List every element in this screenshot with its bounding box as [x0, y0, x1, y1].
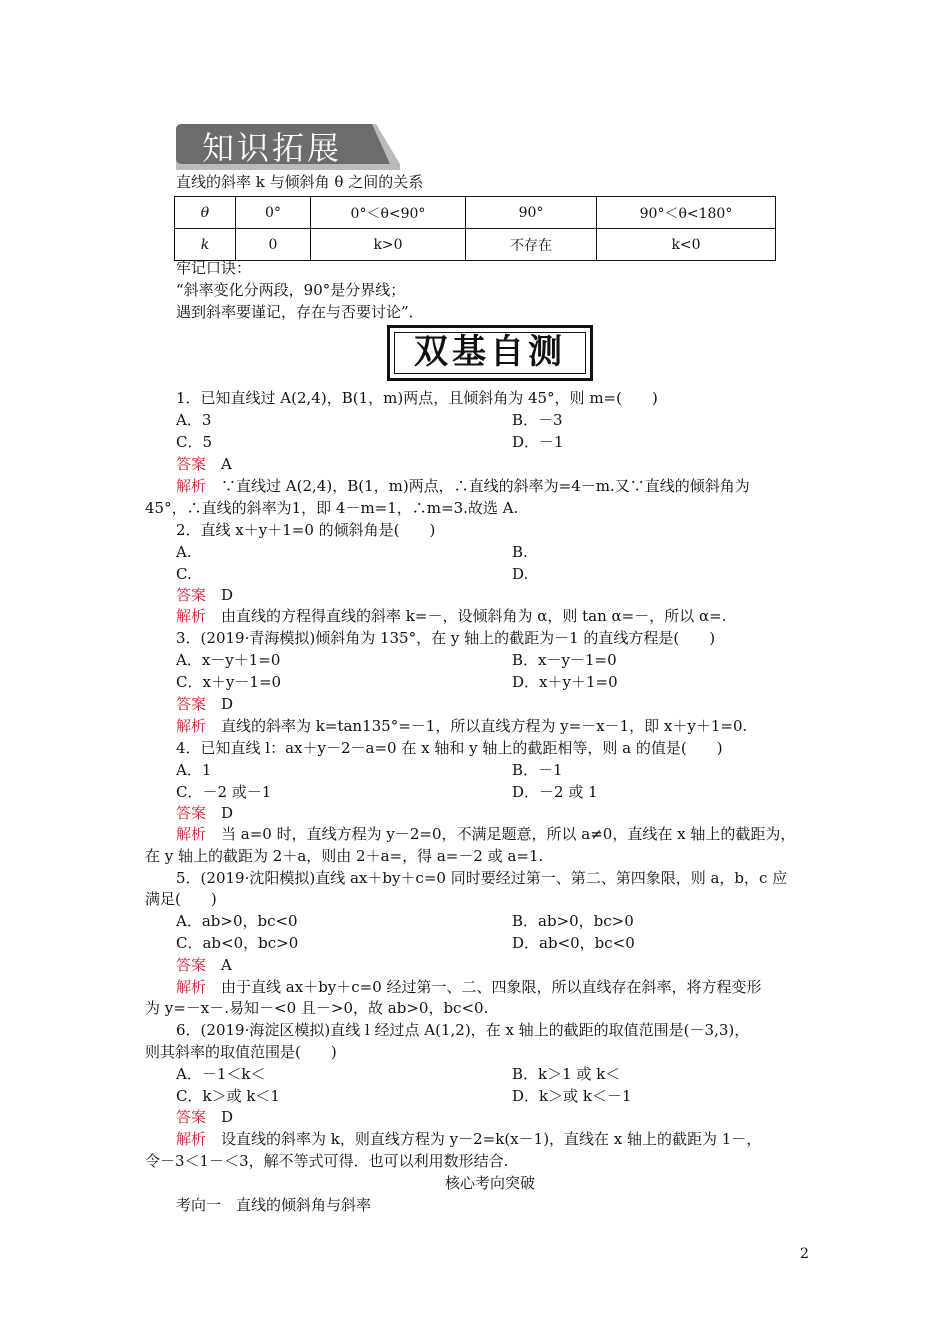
q1-answer-value: A [221, 455, 232, 473]
answer-label: 答案 [176, 804, 207, 822]
table-cell: θ [175, 197, 236, 229]
table-row [175, 197, 776, 229]
q5-option-b: B．ab>0，bc>0 [512, 912, 634, 930]
q5-option-a: A．ab>0，bc<0 [176, 912, 298, 930]
q4-analysis-line-2: 在 y 轴上的截距为 2＋a，则由 2＋a=，得 a=－2 或 a=1. [145, 847, 544, 865]
table-row [175, 229, 776, 261]
q2-option-a: A. [176, 543, 192, 561]
core-section-subtitle: 考向一 直线的倾斜角与斜率 [176, 1196, 372, 1214]
q2-analysis [176, 606, 726, 627]
q3-option-b: B．x－y－1=0 [512, 651, 617, 669]
q5-analysis-line-1: 由于直线 ax＋by＋c=0 经过第一、二、四象限，所以直线存在斜率，将方程变形 [221, 978, 762, 996]
q3-option-a: A．x－y＋1=0 [176, 651, 281, 669]
q1-option-a: A．3 [176, 411, 212, 429]
mnemonic-line-1: “斜率变化分两段，90°是分界线； [176, 281, 406, 299]
q1-analysis-line-1: ∵直线过 A(2,4)，B(1，m)两点，∴直线的斜率为=4－m.又∵直线的倾斜角为 [221, 477, 750, 495]
q6-answer-value: D [221, 1108, 234, 1126]
q1-option-c: C．5 [176, 433, 213, 451]
page-number: 2 [800, 1246, 809, 1262]
q5-stem-line-1: 5．(2019·沈阳模拟)直线 ax＋by＋c=0 同时要经过第一、第二、第四象限，则 a，b，c 应 [176, 869, 788, 887]
analysis-label: 解析 [176, 607, 207, 625]
q2-stem: 2．直线 x＋y＋1=0 的倾斜角是( ) [176, 521, 436, 539]
q2-option-c: C. [176, 565, 192, 583]
q4-answer [176, 803, 233, 824]
q6-analysis-line-1: 设直线的斜率为 k，则直线方程为 y－2=k(x－1)，直线在 x 轴上的截距为 1－， [221, 1130, 762, 1148]
q2-answer [176, 585, 233, 606]
core-section-title: 核心考向突破 [444, 1174, 535, 1192]
table-cell: 90° [466, 197, 597, 229]
q1-option-d: D．－1 [512, 433, 564, 451]
analysis-label: 解析 [176, 477, 207, 495]
section-title: 双基自测 [414, 332, 566, 372]
q1-analysis [176, 476, 750, 497]
q6-option-d: D．k＞或 k＜－1 [512, 1087, 632, 1105]
mnemonic-title: 牢记口诀： [176, 259, 252, 277]
q2-answer-value: D [221, 586, 234, 604]
q5-stem-line-2: 满足( ) [145, 890, 217, 908]
q6-option-c: C．k＞或 k＜1 [176, 1087, 280, 1105]
q2-analysis-line-1: 由直线的方程得直线的斜率 k=－，设倾斜角为 α，则 tan α=－，所以 α=. [221, 607, 727, 625]
q6-stem-line-1: 6．(2019·海淀区模拟)直线 l 经过点 A(1,2)，在 x 轴上的截距的取值范围是(－3,3)， [176, 1021, 750, 1039]
q4-analysis [176, 824, 795, 845]
q4-analysis-line-1: 当 a=0 时，直线方程为 y－2=0，不满足题意，所以 a≠0，直线在 x 轴上的截距为， [221, 825, 796, 843]
q3-analysis-line-1: 直线的斜率为 k=tan135°=－1，所以直线方程为 y=－x－1，即 x＋y＋1=0. [221, 717, 748, 735]
q4-answer-value: D [221, 804, 234, 822]
table-cell: 90°＜θ<180° [597, 197, 776, 229]
answer-label: 答案 [176, 1108, 207, 1126]
q3-analysis [176, 716, 747, 737]
q4-option-a: A．1 [176, 761, 212, 779]
table-cell: 不存在 [466, 229, 597, 261]
q5-analysis-line-2: 为 y=－x－.易知－<0 且－>0，故 ab>0，bc<0. [145, 999, 489, 1017]
analysis-label: 解析 [176, 825, 207, 843]
q1-answer [176, 454, 232, 475]
answer-label: 答案 [176, 586, 207, 604]
answer-label: 答案 [176, 956, 207, 974]
q6-analysis-line-2: 令－3＜1－＜3，解不等式可得．也可以利用数形结合. [145, 1152, 509, 1170]
answer-label: 答案 [176, 695, 207, 713]
q6-stem-line-2: 则其斜率的取值范围是( ) [145, 1043, 337, 1061]
intro-line: 直线的斜率 k 与倾斜角 θ 之间的关系 [176, 173, 424, 191]
q5-answer [176, 955, 232, 976]
mnemonic-line-2: 遇到斜率要谨记，存在与否要讨论”． [176, 303, 424, 321]
q3-stem: 3．(2019·青海模拟)倾斜角为 135°，在 y 轴上的截距为－1 的直线方程是( ) [176, 629, 716, 647]
q1-option-b: B．－3 [512, 411, 563, 429]
answer-label: 答案 [176, 455, 207, 473]
q6-option-b: B．k＞1 或 k＜ [512, 1065, 621, 1083]
q5-option-c: C．ab<0，bc>0 [176, 934, 299, 952]
table-cell: 0°＜θ<90° [311, 197, 466, 229]
section-title-box [387, 325, 593, 381]
slope-angle-table [174, 196, 776, 261]
banner-title: 知识拓展 [202, 129, 343, 167]
table-cell: k [175, 229, 236, 261]
q1-stem: 1．已知直线过 A(2,4)，B(1，m)两点，且倾斜角为 45°，则 m=( ) [176, 389, 658, 407]
q3-answer-value: D [221, 695, 234, 713]
table-cell: k<0 [597, 229, 776, 261]
q4-option-b: B．－1 [512, 761, 563, 779]
q4-option-d: D．－2 或 1 [512, 783, 598, 801]
q2-option-d: D. [512, 565, 529, 583]
analysis-label: 解析 [176, 1130, 207, 1148]
table-cell: 0° [236, 197, 311, 229]
q5-analysis [176, 977, 762, 998]
q1-analysis-line-2: 45°，∴直线的斜率为1，即 4－m=1，∴m=3.故选 A. [145, 499, 519, 517]
q2-option-b: B. [512, 543, 528, 561]
q4-option-c: C．－2 或－1 [176, 783, 272, 801]
table-cell: 0 [236, 229, 311, 261]
q6-analysis [176, 1129, 761, 1150]
q3-option-d: D．x＋y＋1=0 [512, 673, 618, 691]
analysis-label: 解析 [176, 978, 207, 996]
q4-stem: 4．已知直线 l：ax＋y－2－a=0 在 x 轴和 y 轴上的截距相等，则 a 的值是( ) [176, 739, 723, 757]
q5-option-d: D．ab<0，bc<0 [512, 934, 635, 952]
table-cell: k>0 [311, 229, 466, 261]
q3-answer [176, 694, 233, 715]
analysis-label: 解析 [176, 717, 207, 735]
q6-answer [176, 1107, 233, 1128]
q3-option-c: C．x＋y－1=0 [176, 673, 282, 691]
q6-option-a: A．－1＜k＜ [176, 1065, 266, 1083]
q5-answer-value: A [221, 956, 232, 974]
